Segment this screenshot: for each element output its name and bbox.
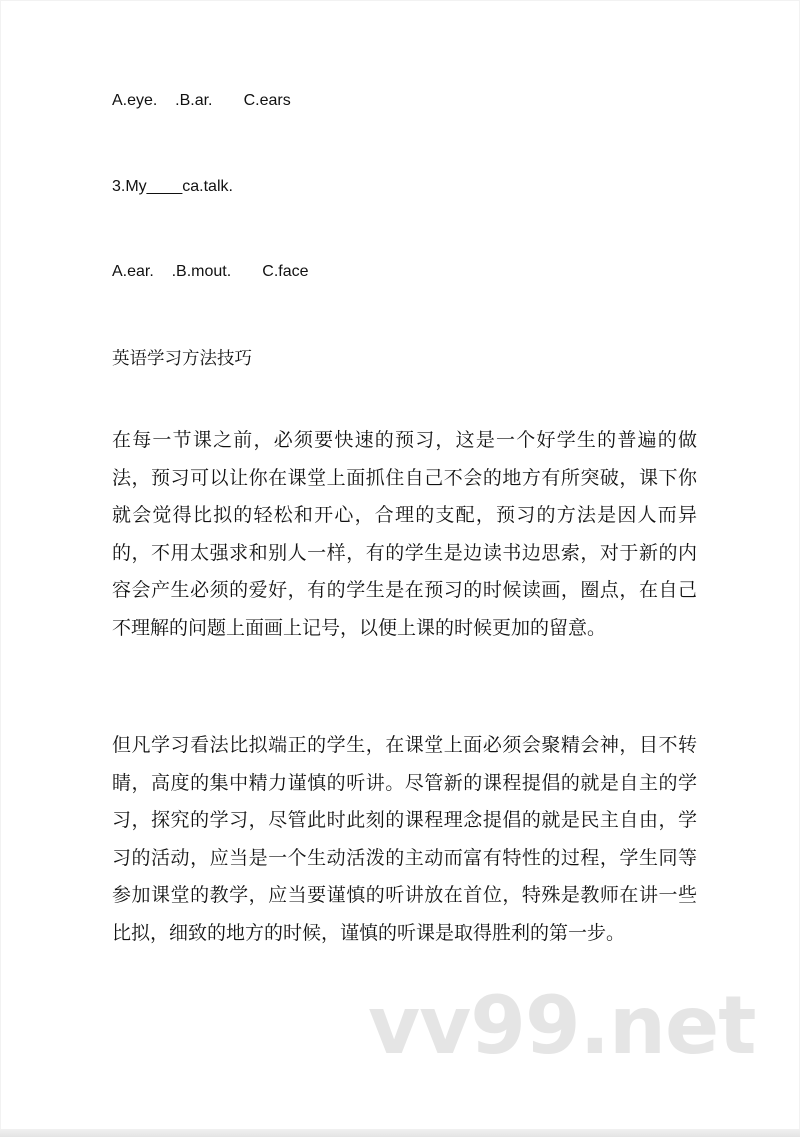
section-heading: 英语学习方法技巧 xyxy=(112,349,252,369)
question-2-options: A.eye. .B.ar. C.ears xyxy=(112,92,291,109)
question-3-options: A.ear. .B.mout. C.face xyxy=(112,263,309,280)
paragraph-preview-method: 在每一节课之前，必须要快速的预习，这是一个好学生的普遍的做法，预习可以让你在课堂上面抓住自己不会的地方有所突破，课下你就会觉得比拟的轻松和开心，合理的支配，预习的方法是因人而异的，不用太强求和别人一样，有的学生是边读书边思索，对于新的内容会产生必须的爱好，有的学生是在预习的时候读画，圈点，在自己不理解的问题上面画上记号，以便上课的时候更加的留意。 xyxy=(112,429,697,639)
page-bottom-edge xyxy=(0,1129,800,1137)
watermark: vv99.net xyxy=(368,979,756,1072)
paragraph-listening-method: 但凡学习看法比拟端正的学生，在课堂上面必须会聚精会神，目不转睛，高度的集中精力谨慎的听讲。尽管新的课程提倡的就是自主的学习，探究的学习，尽管此时此刻的课程理念提倡的就是民主自由，学习的活动，应当是一个生动活泼的主动而富有特性的过程，学生同等参加课堂的教学，应当要谨慎的听讲放在首位，特殊是教师在讲一些比拟，细致的地方的时候，谨慎的听课是取得胜利的第一步。 xyxy=(112,734,697,944)
question-3-text: 3.My____ca.talk. xyxy=(112,178,233,195)
